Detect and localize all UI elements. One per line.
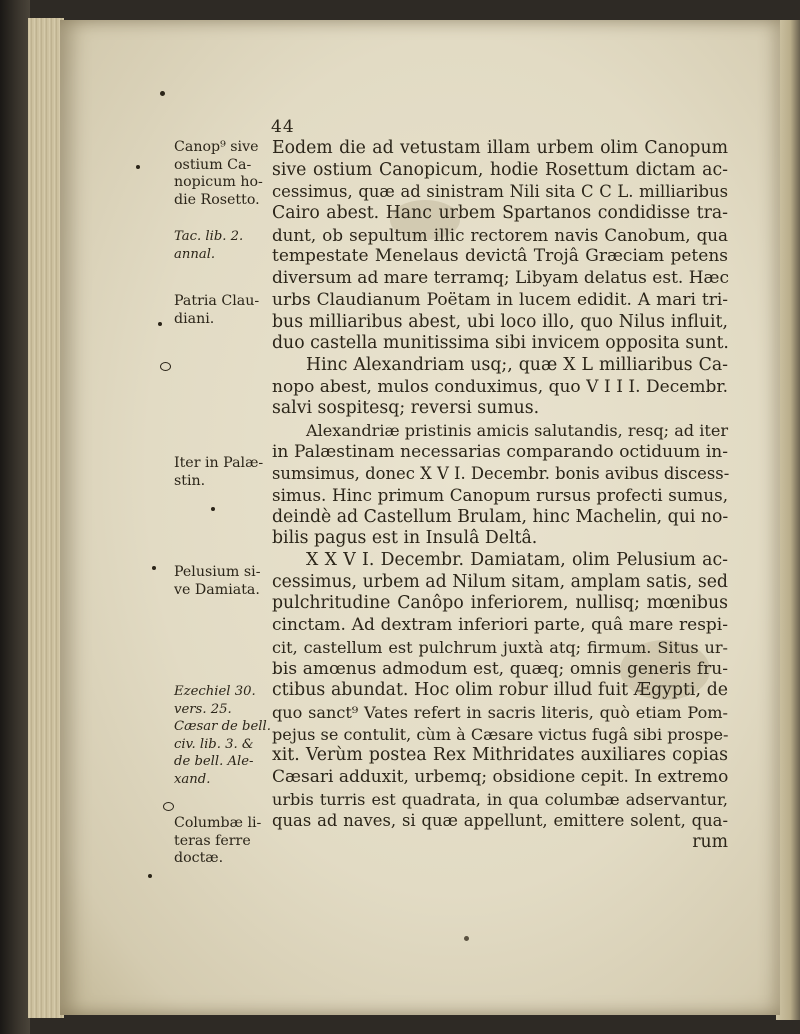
margin-note-line: Pelusium si- xyxy=(174,564,261,580)
ink-speck xyxy=(136,165,140,169)
text-line: diversum ad mare terramq; Libyam delatus est. Hæc xyxy=(272,268,730,289)
margin-note-line: Ezechiel 30. xyxy=(174,684,256,699)
text-line: deindè ad Castellum Brulam, hinc Machelin, qui no- xyxy=(272,506,729,527)
text-line: ctibus abundat. Hoc olim robur illud fuit Ægypti, de xyxy=(272,680,728,701)
margin-note-line: ostium Ca- xyxy=(174,156,252,173)
text-line: Cæsari adduxit, urbemq; obsidione cepit. In extremo xyxy=(272,766,729,787)
margin-note-iter xyxy=(174,455,272,490)
text-line: pulchritudine Canôpo inferiorem, nullisq; mœnibus xyxy=(272,593,728,614)
margin-note-line: Iter in Palæ- xyxy=(174,455,264,471)
margin-note-tacitus xyxy=(174,228,272,263)
margin-note-columbae xyxy=(174,815,272,868)
catchword: rum xyxy=(692,832,728,852)
margin-note-line: diani. xyxy=(174,310,215,327)
margin-note-ezechiel xyxy=(174,683,272,788)
margin-note-line: ve Damiata. xyxy=(174,581,260,598)
margin-note-canopus xyxy=(174,139,272,209)
text-line: tempestate Menelaus devictâ Trojâ Græciam petens xyxy=(272,246,728,267)
text-line: sive ostium Canopicum, hodie Rosettum dictam ac- xyxy=(272,159,728,180)
text-line: urbis turris est quadrata, in qua columbæ adservantur, xyxy=(272,789,728,809)
margin-note-line: Canop⁹ sive xyxy=(174,139,259,155)
margin-note-pelusium xyxy=(174,564,272,599)
margin-note-line: vers. 25. xyxy=(174,701,232,717)
page-stack-edge-left xyxy=(28,18,64,1018)
text-line: cinctam. Ad dextram inferiori parte, quâ mare respi- xyxy=(272,615,728,636)
text-line: cit, castellum est pulchrum juxtà atq; firmum. Situs ur- xyxy=(272,637,728,657)
margin-note-line: annal. xyxy=(174,246,216,262)
margin-note-line: Patria Clau- xyxy=(174,293,260,309)
margin-note-line: doctæ. xyxy=(174,850,224,866)
text-line: xit. Verùm postea Rex Mithridates auxiliares copias xyxy=(272,745,728,766)
text-line: Eodem die ad vetustam illam urbem olim Canopum xyxy=(272,138,728,158)
main-text-column xyxy=(272,138,728,854)
ink-mark xyxy=(163,802,174,811)
margin-note-line: de bell. Ale- xyxy=(174,754,254,769)
text-line: Alexandriæ pristinis amicis salutandis, resq; ad iter xyxy=(306,420,729,440)
ink-mark xyxy=(160,362,171,371)
margin-note-line: nopicum ho- xyxy=(174,174,263,190)
margin-note-patria xyxy=(174,293,272,328)
text-line: quas ad naves, si quæ appellunt, emittere solent, qua- xyxy=(272,811,728,831)
text-line: bis amœnus admodum est, quæq; omnis generis fru- xyxy=(272,658,728,679)
text-line: cessimus, quæ ad sinistram Nili sita C C L. milliaribus xyxy=(272,182,728,202)
margin-note-line: teras ferre xyxy=(174,832,251,849)
text-line: duo castella munitissima sibi invicem opposita sunt. xyxy=(272,333,729,354)
text-line: X X V I. Decembr. Damiatam, olim Pelusium ac- xyxy=(306,550,728,571)
ink-speck xyxy=(211,507,215,511)
margin-note-line: civ. lib. 3. & xyxy=(174,736,254,752)
text-line: quo sanct⁹ Vates refert in sacris literis, quò etiam Pom- xyxy=(272,702,728,722)
text-line: Cairo abest. Hanc urbem Spartanos condidisse tra- xyxy=(272,203,728,224)
page-number: 44 xyxy=(271,117,295,137)
margin-note-line: xand. xyxy=(174,771,211,787)
text-line: bus milliaribus abest, ubi loco illo, quo Nilus influit, xyxy=(272,311,728,332)
text-line: simus. Hinc primum Canopum rursus profecti sumus, xyxy=(272,485,728,505)
ink-speck xyxy=(152,566,156,570)
text-line: nopo abest, mulos conduximus, quo V I I I. Decembr. xyxy=(272,376,728,397)
text-line: urbs Claudianum Poëtam in lucem edidit. A mari tri- xyxy=(272,289,728,310)
margin-note-line: die Rosetto. xyxy=(174,191,260,208)
text-line: sumsimus, donec X V I. Decembr. bonis avibus discess- xyxy=(272,464,730,484)
text-line: bilis pagus est in Insulâ Deltâ. xyxy=(272,528,538,549)
ink-speck xyxy=(148,874,152,878)
text-line: cessimus, urbem ad Nilum sitam, amplam satis, sed xyxy=(272,571,728,592)
text-line: in Palæstinam necessarias comparando octiduum in- xyxy=(272,441,728,462)
text-line: salvi sospitesq; reversi sumus. xyxy=(272,398,540,419)
book-binding xyxy=(0,0,30,1034)
margin-note-line: stin. xyxy=(174,472,206,489)
text-line: Hinc Alexandriam usq;, quæ X L milliaribus Ca- xyxy=(306,354,728,375)
text-line: pejus se contulit, cùm à Cæsare victus fugâ sibi prospe- xyxy=(272,724,729,744)
margin-note-line: Cæsar de bell. xyxy=(174,719,271,734)
text-line: dunt, ob sepultum illic rectorem navis Canobum, qua xyxy=(272,224,728,245)
ink-speck xyxy=(160,91,165,96)
ink-speck xyxy=(464,936,469,941)
ink-speck xyxy=(158,322,162,326)
margin-note-line: Tac. lib. 2. xyxy=(174,229,244,244)
margin-note-line: Columbæ li- xyxy=(174,815,262,831)
